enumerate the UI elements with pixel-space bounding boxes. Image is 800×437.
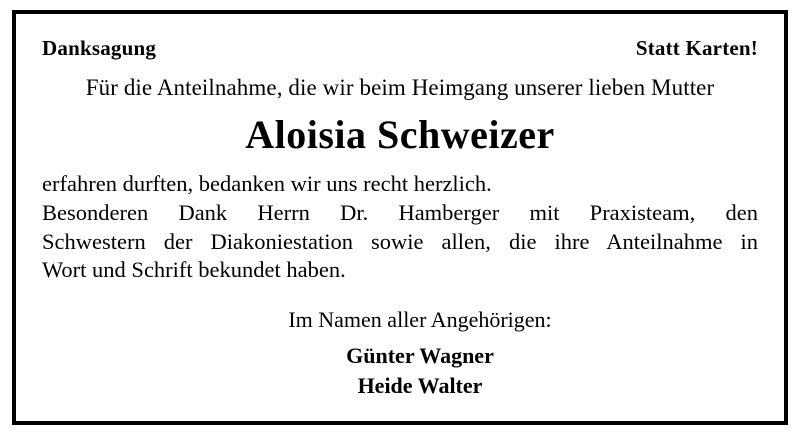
signer-name-1: Günter Wagner bbox=[346, 343, 494, 369]
notice-header bbox=[42, 36, 758, 61]
obituary-notice-card bbox=[12, 10, 788, 425]
body-line-2: Besonderen Dank Herrn Dr. Hamberger mit Praxisteam, den bbox=[42, 199, 758, 225]
intro-text: Für die Anteilnahme, die wir beim Heimgang unserer lieben Mutter bbox=[85, 75, 715, 100]
body-text bbox=[42, 170, 758, 285]
deceased-name: Aloisia Schweizer bbox=[245, 112, 555, 157]
closing-text: Im Namen aller Angehörigen: bbox=[288, 307, 552, 333]
body-line-1: erfahren durften, bedanken wir uns recht herzlich. bbox=[42, 171, 492, 196]
notice-type-label: Danksagung bbox=[42, 36, 157, 60]
statt-karten-label: Statt Karten! bbox=[635, 36, 758, 60]
signer-name-2: Heide Walter bbox=[357, 372, 483, 398]
body-line-4: Wort und Schrift bekundet haben. bbox=[42, 257, 346, 283]
signer-list bbox=[42, 341, 758, 400]
body-line-3: Schwestern der Diakoniestation sowie allen, die ihre Anteilnahme in bbox=[42, 228, 758, 254]
